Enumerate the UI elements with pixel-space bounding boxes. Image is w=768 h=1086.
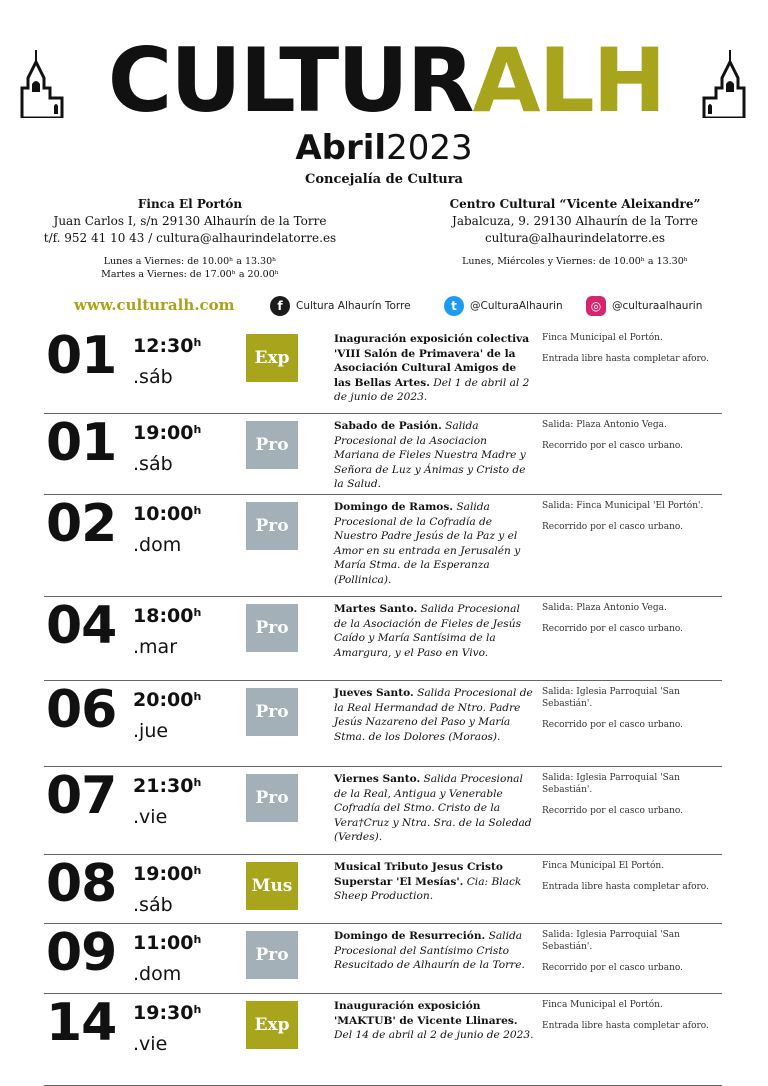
venue-hours xyxy=(60,255,320,281)
event-info xyxy=(542,686,722,731)
event-detail: Salida Procesional de la Asociación de Fieles de Jesús Caído y María Santísima de la Amargura, y el Paso en Vivo. xyxy=(334,603,521,659)
event-title: Martes Santo. xyxy=(334,603,418,615)
event-title: Sabado de Pasión. xyxy=(334,420,442,432)
event-location: Finca Municipal el Portón. xyxy=(542,333,663,343)
hours-line: Lunes a Viernes: de 10.00ʰ a 13.30ʰ xyxy=(103,256,277,267)
event-time xyxy=(133,686,201,711)
event-location: Salida: Iglesia Parroquial 'San Sebastián'. xyxy=(542,687,680,709)
twitter-icon: t xyxy=(444,296,464,316)
event-title: Domingo de Resurreción. xyxy=(334,930,486,942)
event-time-value: 12:30 xyxy=(133,335,194,357)
event-time-value: 10:00 xyxy=(133,503,194,525)
event-category-badge: Exp xyxy=(246,1001,298,1049)
venue-name: Finca El Portón xyxy=(137,197,243,211)
event-time-value: 21:30 xyxy=(133,775,194,797)
venue-address: Jabalcuza, 9. 29130 Alhaurín de la Torre xyxy=(452,214,698,228)
twitter-label: @CulturaAlhaurin xyxy=(470,300,563,312)
event-category-badge: Pro xyxy=(246,774,298,822)
event-title: Domingo de Ramos. xyxy=(334,501,454,513)
event-time xyxy=(133,419,201,444)
month-name: Abril xyxy=(295,128,387,168)
event-time xyxy=(133,332,201,357)
event-weekday: .vie xyxy=(133,1033,168,1055)
event-day: 02 xyxy=(46,494,117,554)
venue-centro-cultural xyxy=(410,196,740,247)
event-time-suffix: h xyxy=(193,336,202,349)
hours-line: Martes a Viernes: de 17.00ʰ a 20.00ʰ xyxy=(101,269,279,280)
website-link[interactable]: www.culturalh.com xyxy=(74,296,235,314)
event-weekday: .sáb xyxy=(133,453,173,475)
event-title: Musical Tributo Jesus Cristo Superstar 'El Mesías'. xyxy=(334,861,503,888)
event-title: Inauguración exposición 'MAKTUB' de Vicente Llinares. xyxy=(334,1000,518,1027)
event-time-suffix: h xyxy=(193,1003,202,1016)
event-day: 01 xyxy=(46,326,117,386)
event-location: Salida: Plaza Antonio Vega. xyxy=(542,420,667,430)
event-info xyxy=(542,772,722,817)
event-access: Recorrido por el casco urbano. xyxy=(542,441,683,451)
venue-finca-el-porton xyxy=(25,196,355,247)
event-time xyxy=(133,602,201,627)
venue-contact: cultura@alhaurindelatorre.es xyxy=(484,231,666,245)
event-time xyxy=(133,929,201,954)
facebook-icon: f xyxy=(270,296,290,316)
month-title xyxy=(0,128,768,168)
event-description xyxy=(334,332,534,405)
venue-address: Juan Carlos I, s/n 29130 Alhaurín de la Torre xyxy=(53,214,327,228)
event-detail: Salida Procesional de la Asociacion Mariana de Fieles Nuestra Madre y Señora de Luz y Ánimas y Cristo de la Salud. xyxy=(334,420,526,490)
event-location: Salida: Iglesia Parroquial 'San Sebastián'. xyxy=(542,773,680,795)
event-access: Recorrido por el casco urbano. xyxy=(542,624,683,634)
event-info xyxy=(542,929,722,974)
event-category-badge: Pro xyxy=(246,604,298,652)
event-row xyxy=(44,413,722,495)
event-category-badge: Pro xyxy=(246,931,298,979)
event-detail: Cia: Black Sheep Production. xyxy=(334,875,522,902)
event-access: Entrada libre hasta completar aforo. xyxy=(542,1021,709,1031)
event-day: 01 xyxy=(46,413,117,473)
event-row xyxy=(44,326,722,414)
event-location: Salida: Finca Municipal 'El Portón'. xyxy=(542,501,704,511)
event-time-value: 19:00 xyxy=(133,422,194,444)
event-access: Recorrido por el casco urbano. xyxy=(542,720,683,730)
event-category-badge: Pro xyxy=(246,502,298,550)
event-title: Viernes Santo. xyxy=(334,773,421,785)
brand-text-accent: ALH xyxy=(472,29,665,132)
event-time-value: 19:30 xyxy=(133,1002,194,1024)
event-time xyxy=(133,500,201,525)
month-year: 2023 xyxy=(386,128,473,168)
event-row xyxy=(44,923,722,994)
event-description xyxy=(334,686,534,744)
event-weekday: .sáb xyxy=(133,894,173,916)
event-detail: Salida Procesional de la Real Hermandad de Ntro. Padre Jesús Nazareno del Paso y María Stma. de los Dolores (Moraos). xyxy=(334,687,533,743)
event-time-suffix: h xyxy=(193,606,202,619)
event-info xyxy=(542,999,722,1032)
event-detail: Salida Procesional de la Cofradía de Nuestro Padre Jesús de la Paz y el Amor en su entrada en Jerusalén y María Stma. de la Esperanza (Pollinica). xyxy=(334,501,521,586)
event-description xyxy=(334,772,534,845)
event-weekday: .dom xyxy=(133,534,182,556)
event-category-badge: Pro xyxy=(246,688,298,736)
event-time xyxy=(133,860,201,885)
event-category-badge: Pro xyxy=(246,421,298,469)
event-info xyxy=(542,332,722,365)
event-detail: Del 14 de abril al 2 de junio de 2023. xyxy=(334,1029,534,1041)
event-description xyxy=(334,929,534,973)
event-location: Salida: Iglesia Parroquial 'San Sebastián'. xyxy=(542,930,680,952)
church-tower-icon xyxy=(14,48,72,118)
event-row xyxy=(44,766,722,855)
event-time xyxy=(133,999,201,1024)
event-access: Entrada libre hasta completar aforo. xyxy=(542,882,709,892)
event-day: 08 xyxy=(46,854,117,914)
brand-header xyxy=(0,29,768,132)
event-location: Finca Municipal el Portón. xyxy=(542,1000,663,1010)
event-weekday: .mar xyxy=(133,636,178,658)
event-row xyxy=(44,680,722,767)
event-time xyxy=(133,772,201,797)
event-row xyxy=(44,494,722,597)
hours-line: Lunes, Miércoles y Viernes: de 10.00ʰ a 13.30ʰ xyxy=(462,256,688,267)
event-access: Entrada libre hasta completar aforo. xyxy=(542,354,709,364)
event-time-suffix: h xyxy=(193,423,202,436)
event-day: 09 xyxy=(46,923,117,983)
event-detail: Salida Procesional del Santísimo Cristo Resucitado de Alhaurín de la Torre. xyxy=(334,930,525,971)
event-day: 06 xyxy=(46,680,117,740)
venue-contact: t/f. 952 41 10 43 / cultura@alhaurindelatorre.es xyxy=(43,231,337,245)
event-weekday: .jue xyxy=(133,720,169,742)
church-tower-icon xyxy=(694,48,752,118)
event-weekday: .vie xyxy=(133,806,168,828)
venue-hours xyxy=(440,255,710,268)
event-time-value: 11:00 xyxy=(133,932,194,954)
facebook-label: Cultura Alhaurín Torre xyxy=(296,300,411,312)
facebook-link[interactable] xyxy=(270,296,411,316)
event-category-badge: Exp xyxy=(246,334,298,382)
event-row xyxy=(44,854,722,924)
event-access: Recorrido por el casco urbano. xyxy=(542,522,683,532)
instagram-label: @culturaalhaurin xyxy=(612,300,703,312)
twitter-link[interactable] xyxy=(444,296,563,316)
event-time-suffix: h xyxy=(193,690,202,703)
event-info xyxy=(542,419,722,452)
event-info xyxy=(542,602,722,635)
event-time-suffix: h xyxy=(193,933,202,946)
event-time-suffix: h xyxy=(193,864,202,877)
brand-wordmark xyxy=(78,29,694,132)
event-detail: Salida Procesional de la Real, Antigua y Venerable Cofradía del Stmo. Cristo de la Vera†Cruz y Ntra. Sra. de la Soledad (Verdes). xyxy=(334,773,532,843)
event-detail: Del 1 de abril al 2 de junio de 2023. xyxy=(334,376,530,403)
event-description xyxy=(334,500,534,587)
event-time-suffix: h xyxy=(193,504,202,517)
event-time-value: 19:00 xyxy=(133,863,194,885)
event-weekday: .dom xyxy=(133,963,182,985)
event-category-badge: Mus xyxy=(246,862,298,910)
event-location: Salida: Plaza Antonio Vega. xyxy=(542,603,667,613)
event-info xyxy=(542,500,722,533)
instagram-link[interactable] xyxy=(586,296,702,316)
event-time-value: 18:00 xyxy=(133,605,194,627)
event-info xyxy=(542,860,722,893)
event-row xyxy=(44,596,722,681)
instagram-icon: ◎ xyxy=(586,296,606,316)
venue-name: Centro Cultural “Vicente Aleixandre” xyxy=(449,197,701,211)
event-description xyxy=(334,860,534,904)
event-day: 04 xyxy=(46,596,117,656)
social-bar xyxy=(0,296,768,320)
event-title: Inaguración exposición colectiva 'VIII Salón de Primavera' de la Asociación Cultural Amigos de las Bellas Artes. xyxy=(334,333,530,389)
event-description xyxy=(334,602,534,660)
event-day: 07 xyxy=(46,766,117,826)
brand-text-black: CULTUR xyxy=(107,29,473,132)
event-access: Recorrido por el casco urbano. xyxy=(542,963,683,973)
event-day: 14 xyxy=(46,993,117,1053)
event-weekday: .sáb xyxy=(133,366,173,388)
event-time-suffix: h xyxy=(193,776,202,789)
event-access: Recorrido por el casco urbano. xyxy=(542,806,683,816)
department-title: Concejalía de Cultura xyxy=(305,172,463,187)
event-description xyxy=(334,419,534,492)
event-description xyxy=(334,999,534,1043)
event-row xyxy=(44,993,722,1086)
event-title: Jueves Santo. xyxy=(334,687,414,699)
event-time-value: 20:00 xyxy=(133,689,194,711)
event-location: Finca Municipal El Portón. xyxy=(542,861,665,871)
